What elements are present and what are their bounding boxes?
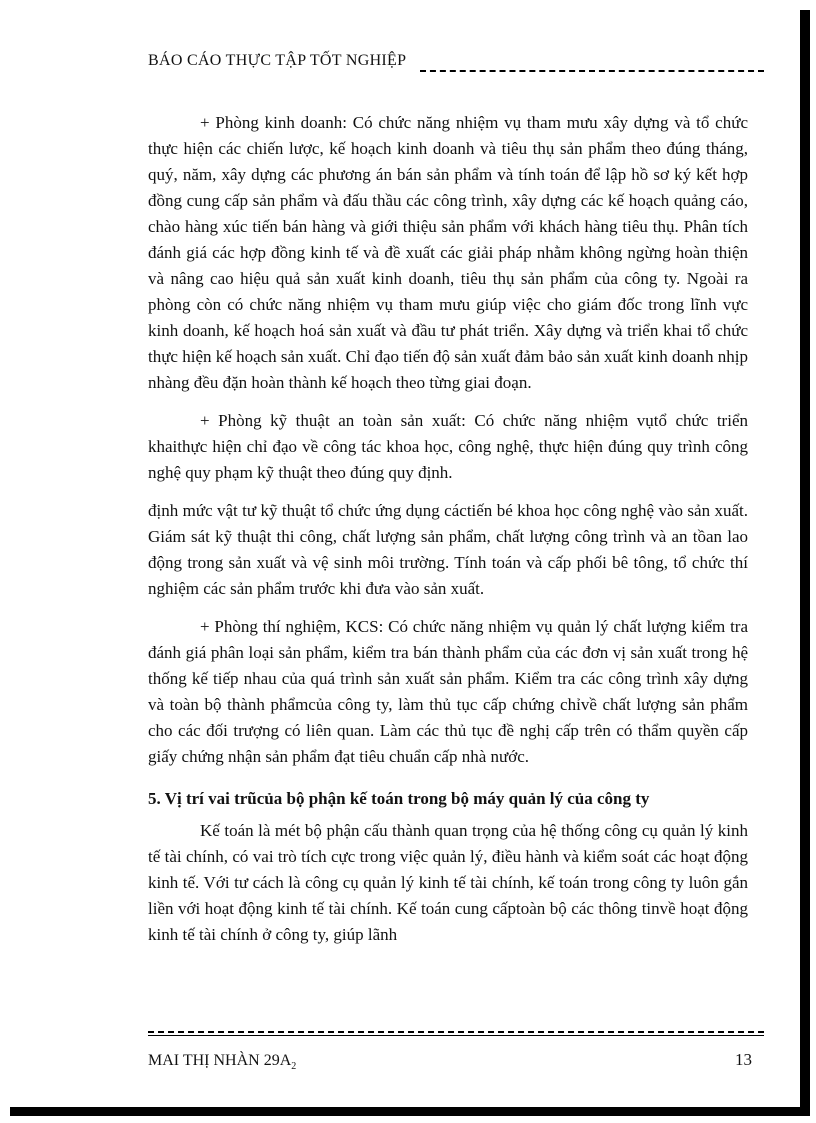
paragraph-business-dept: + Phòng kinh doanh: Có chức năng nhiệm vụ tham mưu xây dựng và tổ chức thực hiện các chiến lược, kế hoạch kinh doanh và tiêu thụ sản phẩm theo đúng tháng, quý, năm, xây dựng các phương án bán sản phẩm và tính toán để lập hồ sơ ký kết hợp đồng cung cấp sản phẩm và đấu thầu các công trình, xây dựng các kế hoạch quảng cáo, chào hàng xúc tiến bán hàng và giới thiệu sản phẩm với khách hàng tiêu thụ. Phân tích đánh giá các hợp đồng kinh tế và đề xuất các giải pháp nhằm không ngừng hoàn thiện và nâng cao hiệu quả sản xuất kinh doanh, tiêu thụ sản phẩm của công ty. Ngoài ra phòng còn có chức năng nhiệm vụ tham mưu giúp việc cho giám đốc trong lĩnh vực kinh doanh, kế hoạch hoá sản xuất và đầu tư phát triển. Xây dựng và triển khai tổ chức thực hiện kế hoạch sản xuất. Chỉ đạo tiến độ sản xuất đảm bảo sản xuất kinh doanh nhịp nhàng đều đặn hoàn thành kế hoạch theo từng giai đoạn.	[148, 113, 748, 392]
paragraph-technical-dept: + Phòng kỹ thuật an toàn sản xuất: Có chức năng nhiệm vụtổ chức triển khaithực hiện chỉ đạo về công tác khoa học, công nghệ, thực hiện đúng quy trình công nghệ quy phạm kỹ thuật theo đúng quy định.	[148, 411, 748, 482]
paragraph-accounting: Kế toán là mét bộ phận cấu thành quan trọng của hệ thống công cụ quản lý kinh tế tài chính, có vai trò tích cực trong việc quản lý, điều hành và kiểm soát các hoạt động kinh tế. Với tư cách là công cụ quản lý kinh tế tài chính, kế toán trong công ty luôn gắn liền với hoạt động kinh tế tài chính. Kế toán cung cấptoàn bộ các thông tinvề hoạt động kinh tế tài chính ở công ty, giúp lãnh	[148, 821, 748, 944]
paragraph-lab-kcs: + Phòng thí nghiệm, KCS: Có chức năng nhiệm vụ quản lý chất lượng kiểm tra đánh giá phân loại sản phẩm, kiểm tra bán thành phẩm của các đơn vị sản xuất trong hệ thống kế tiếp nhau của quá trình sản xuất sản phẩm. Kiểm tra các công trình xây dựng và toàn bộ thành phẩmcủa công ty, làm thủ tục cấp chứng chỉvề chất lượng sản phẩm cho các đối trượng có liên quan. Làm các thủ tục đề nghị cấp trên có thẩm quyền cấp giấy chứng nhận sản phẩm đạt tiêu chuẩn cấp nhà nước.	[148, 617, 748, 766]
page-header: BÁO CÁO THỰC TẬP TỐT NGHIỆP	[148, 52, 407, 69]
header-rule	[420, 70, 764, 72]
page-shadow-right	[800, 10, 810, 1110]
page-shadow-bottom	[10, 1107, 810, 1116]
footer-author	[148, 1052, 296, 1072]
paragraph-technical-continued: định mức vật tư kỹ thuật tổ chức ứng dụng cáctiến bé khoa học công nghệ vào sản xuất. Giám sát kỹ thuật thi công, chất lượng sản phẩm, chất lượng công trình và an tồan lao động trong sản xuất và vệ sinh môi trường. Tính toán và cấp phối bê tông, tổ chức thí nghiệm các sản phẩm trước khi đưa vào sản xuất.	[148, 501, 748, 598]
footer-author-subscript: 2	[291, 1061, 297, 1073]
page-content	[148, 110, 748, 960]
footer-rule	[148, 1031, 764, 1033]
footer-rule-thin	[148, 1035, 764, 1036]
footer-author-name: MAI THỊ NHÀN 29A	[148, 1052, 292, 1069]
page-number: 13	[735, 1050, 752, 1069]
section-heading: 5. Vị trí vai trũcủa bộ phận kế toán trong bộ máy quản lý của công ty	[148, 789, 650, 808]
